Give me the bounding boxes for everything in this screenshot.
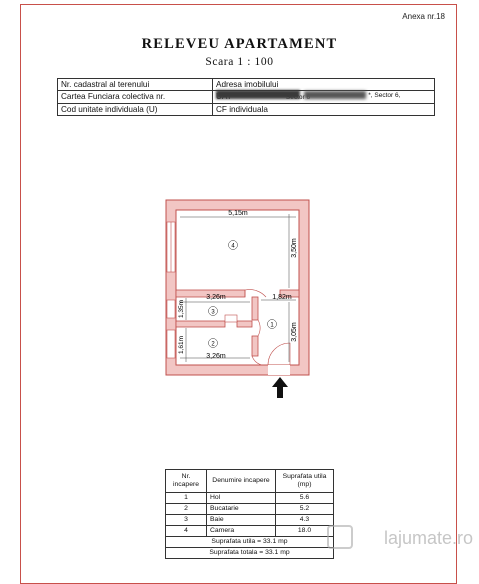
room3-fixture — [225, 315, 237, 322]
total-totala: Suprafata totala = 33.1 mp — [166, 548, 334, 559]
table-row — [166, 493, 334, 504]
dim-top: 5,15m — [228, 210, 248, 217]
cell-suprafata: 4.3 — [276, 515, 334, 526]
door-room2 — [252, 356, 262, 365]
cell-nr: 4 — [166, 526, 207, 537]
watermark-logo-icon — [327, 525, 353, 549]
window-room2 — [167, 330, 175, 358]
dim-room2-width: 3,26m — [206, 353, 226, 360]
room-number-2: 2 — [211, 341, 215, 348]
dim-right-top: 3,50m — [291, 238, 298, 258]
address-suffix: *, Sector 6, — [368, 92, 401, 99]
table-row — [166, 504, 334, 515]
cell-denumire: Hol — [207, 493, 276, 504]
areas-table — [165, 469, 334, 559]
door-room3 — [258, 320, 260, 336]
dim-right-bottom: 3,05m — [291, 322, 298, 342]
areas-header-nr: Nr. incapere — [166, 470, 207, 493]
wall-hall-left-bottom — [252, 336, 258, 356]
outer-walls — [166, 200, 309, 375]
cell-denumire: Bucatarie — [207, 504, 276, 515]
room-number-4: 4 — [231, 243, 235, 250]
cell-nr: 1 — [166, 493, 207, 504]
table-row — [166, 515, 334, 526]
dim-hall-width: 1,82m — [272, 294, 292, 301]
window-room3 — [167, 300, 175, 318]
wall-hall-left-top — [252, 297, 258, 320]
info-label-cod: Cod unitate individuala (U) — [58, 104, 213, 116]
watermark: lajumate.ro — [383, 528, 473, 548]
dim-room2-height: 1,61m — [178, 335, 185, 355]
annex-label: Anexa nr.18 — [402, 12, 445, 21]
cell-nr: 3 — [166, 515, 207, 526]
entry-arrow-icon — [272, 377, 288, 398]
document-title: RELEVEU APARTAMENT — [141, 36, 338, 52]
door-entry — [268, 343, 290, 365]
cell-denumire: Baie — [207, 515, 276, 526]
wall-room3-bottom — [176, 321, 225, 327]
dim-room3-height: 1,35m — [178, 299, 185, 319]
areas-header-denumire: Denumire incapere — [207, 470, 276, 493]
total-utila: Suprafata utila = 33.1 mp — [166, 537, 334, 548]
info-label-cf: Cartea Funciara colectiva nr. — [58, 91, 213, 104]
dim-room3-width: 3,26m — [206, 294, 226, 301]
wall-room3-bottom-right — [237, 321, 252, 327]
room-number-1: 1 — [270, 322, 274, 329]
cell-nr: 2 — [166, 504, 207, 515]
address-label: Adresa imobilului — [216, 80, 279, 89]
room-number-3: 3 — [211, 309, 215, 316]
info-label-cadastral: Nr. cadastral al terenului — [58, 79, 213, 91]
entry-opening — [268, 365, 290, 375]
areas-header-suprafata: Suprafata utila (mp) — [276, 470, 334, 493]
door-room4 — [245, 290, 266, 297]
info-value-cf-individuala: CF individuala — [213, 104, 435, 116]
table-row — [166, 526, 334, 537]
cell-suprafata: 5.6 — [276, 493, 334, 504]
cell-suprafata: 18.0 — [276, 526, 334, 537]
cell-suprafata: 5.2 — [276, 504, 334, 515]
scale-label: Scara 1 : 100 — [205, 56, 274, 68]
cell-denumire: Camera — [207, 526, 276, 537]
